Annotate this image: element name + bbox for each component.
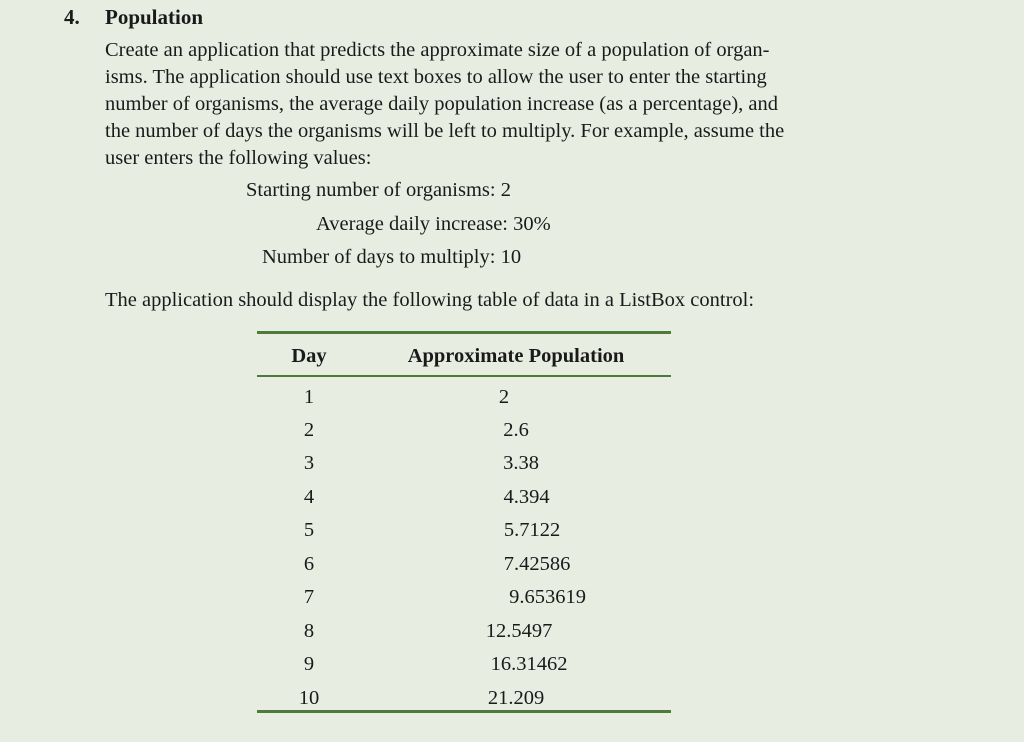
population-cell: 16.31462 — [490, 653, 568, 675]
table-row — [257, 584, 671, 610]
paragraph-line: Create an application that predicts the approximate size of a population of organ- — [105, 39, 770, 61]
table-row — [257, 417, 671, 443]
day-cell: 7 — [303, 586, 315, 608]
column-header-day: Day — [291, 345, 327, 367]
population-cell: 5.7122 — [503, 519, 561, 541]
paragraph-line: isms. The application should use text boxes to allow the user to enter the starting — [105, 66, 767, 88]
table-row — [257, 450, 671, 476]
input-example-days: Number of days to multiply: 10 — [262, 246, 522, 268]
table-row — [257, 484, 671, 510]
input-example-starting: Starting number of organisms: 2 — [246, 179, 511, 201]
input-example-increase: Average daily increase: 30% — [316, 213, 551, 235]
table-row — [257, 384, 671, 410]
table-header-rule — [257, 375, 671, 377]
exercise-number: 4. — [64, 5, 80, 29]
table-row — [257, 517, 671, 543]
table-bottom-rule — [257, 710, 671, 713]
table-row — [257, 618, 671, 644]
exercise-heading — [64, 4, 203, 30]
day-cell: 2 — [303, 419, 315, 441]
day-cell: 4 — [303, 486, 315, 508]
day-cell: 3 — [303, 452, 315, 474]
day-cell: 6 — [303, 553, 315, 575]
column-header-population: Approximate Population — [407, 345, 625, 367]
population-cell: 3.38 — [503, 452, 539, 474]
exercise-paragraph — [105, 37, 880, 172]
population-cell: 21.209 — [487, 687, 545, 709]
table-row — [257, 651, 671, 677]
table-intro: The application should display the following table of data in a ListBox control: — [105, 289, 755, 311]
exercise-title: Population — [105, 5, 204, 29]
population-cell: 2.6 — [503, 419, 529, 441]
paragraph-line: the number of days the organisms will be left to multiply. For example, assume the — [105, 120, 785, 142]
day-cell: 10 — [298, 687, 320, 709]
population-cell: 2 — [498, 386, 510, 408]
paragraph-line: number of organisms, the average daily population increase (as a percentage), and — [105, 93, 779, 115]
table-row — [257, 685, 671, 711]
paragraph-line: user enters the following values: — [105, 147, 372, 169]
day-cell: 1 — [303, 386, 315, 408]
population-cell: 4.394 — [503, 486, 550, 508]
day-cell: 5 — [303, 519, 315, 541]
day-cell: 8 — [303, 620, 315, 642]
day-cell: 9 — [303, 653, 315, 675]
table-top-rule — [257, 331, 671, 334]
population-cell: 9.653619 — [509, 586, 586, 608]
population-cell: 12.5497 — [485, 620, 553, 642]
table-row — [257, 551, 671, 577]
population-cell: 7.42586 — [503, 553, 571, 575]
